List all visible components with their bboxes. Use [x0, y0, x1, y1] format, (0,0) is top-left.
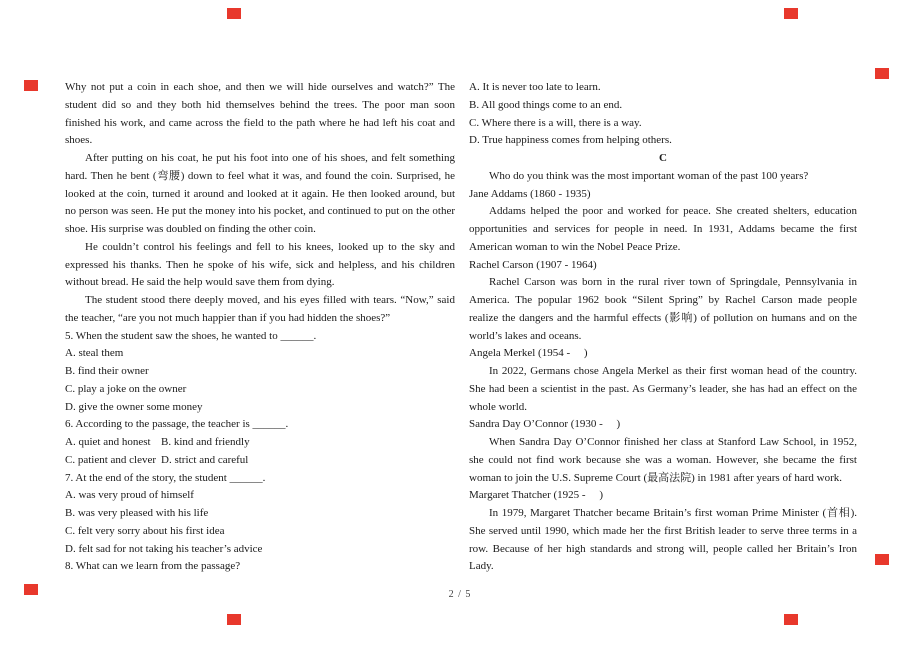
question-8-option-b: B. All good things come to an end.	[469, 98, 623, 111]
question-5-stem: 5. When the student saw the shoes, he wanted to ______.	[65, 329, 317, 342]
profile-bio: In 2022, Germans chose Angela Merkel as their first woman head of the country. She had been a scientist in the past. As Germany’s leader, she has had an effect on the whole world.	[469, 365, 857, 413]
story-paragraph: Why not put a coin in each shoe, and then we will hide ourselves and watch?” The student did so and they both hid themselves behind the trees. The poor man soon finished his work, and came across the field to the path where he had left his coat and shoes.	[65, 81, 455, 147]
question-8-option-c: C. Where there is a will, there is a way.	[469, 116, 642, 129]
question-6-option-b: B. kind and friendly	[161, 436, 250, 448]
profile-bio: When Sandra Day O’Connor finished her class at Stanford Law School, in 1952, she could not find work because she was a woman. However, she became the first woman to join the U.S. Supreme Court (最高法院) in 1981 after years of hard work.	[469, 436, 857, 484]
story-paragraph: After putting on his coat, he put his foot into one of his shoes, and felt something hard. Then he bent (弯腰) down to feel what it was, and found the coin. Surprised, he looked at the coin, turned it around and looked at it again. He then looked around, but no person was seen. He put the money into his pocket, and continued to put on the other shoe. His surprise was doubled on finding the other coin.	[65, 152, 455, 235]
profile-name: Rachel Carson (1907 - 1964)	[469, 258, 597, 271]
red-mark	[227, 614, 241, 625]
profile-bio: In 1979, Margaret Thatcher became Britain’s first woman Prime Minister (首相). She served until 1990, which made her the first British leader to serve three terms in a row. Because of her high standards and strong will, people called her Britain’s Iron Lady.	[469, 507, 857, 573]
profile-bio: Rachel Carson was born in the rural river town of Springdale, Pennsylvania in America. The popular 1962 book “Silent Spring” by Rachel Carson made people realize the dangers and the harmful effects (影响) of pollution on humans and on the world’s lakes and oceans.	[469, 276, 857, 342]
question-5-option-a: A. steal them	[65, 347, 124, 360]
question-6-option-row	[65, 452, 455, 470]
profile-name: Margaret Thatcher (1925 - )	[469, 489, 603, 502]
question-5-option-c: C. play a joke on the owner	[65, 382, 187, 395]
question-7-option-d: D. felt sad for not taking his teacher’s advice	[65, 542, 263, 555]
story-paragraph: He couldn’t control his feelings and fell to his knees, looked up to the sky and expressed his thanks. Then he spoke of his wife, sick and helpless, and his children without bread. He said the help would save them from dying.	[65, 240, 455, 289]
question-8-option-d: D. True happiness comes from helping others.	[469, 134, 672, 147]
question-6-option-a: A. quiet and honest	[65, 436, 151, 448]
page-number: 2 / 5	[448, 589, 472, 600]
question-6-stem: 6. According to the passage, the teacher is ______.	[65, 418, 289, 431]
right-column	[469, 79, 857, 576]
question-7-option-b: B. was very pleased with his life	[65, 507, 209, 519]
question-5-option-d: D. give the owner some money	[65, 400, 203, 413]
question-7-option-a: A. was very proud of himself	[65, 489, 194, 502]
left-column	[65, 79, 455, 576]
red-mark	[875, 68, 889, 79]
section-c-heading: C	[659, 152, 667, 164]
profile-name: Angela Merkel (1954 - )	[469, 347, 588, 360]
question-6-option-c: C. patient and clever	[65, 453, 157, 466]
question-8-option-a: A. It is never too late to learn.	[469, 81, 601, 93]
question-5-option-b: B. find their owner	[65, 365, 149, 377]
profile-name: Sandra Day O’Connor (1930 - )	[469, 418, 621, 431]
passage-intro: Who do you think was the most important woman of the past 100 years?	[489, 169, 809, 182]
red-mark	[784, 8, 798, 19]
profile-name: Jane Addams (1860 - 1935)	[469, 187, 591, 200]
profile-bio: Addams helped the poor and worked for peace. She created shelters, education opportunities and services for people in need. In 1931, Addams became the first American woman to win the Nobel Peace Prize.	[469, 205, 857, 253]
red-mark	[784, 614, 798, 625]
red-mark	[875, 554, 889, 565]
question-6-option-d: D. strict and careful	[161, 453, 249, 466]
story-paragraph: The student stood there deeply moved, and his eyes filled with tears. “Now,” said the teacher, “are you not much happier than if you had hidden the shoes?”	[65, 294, 455, 324]
red-mark	[24, 80, 38, 91]
question-7-option-c: C. felt very sorry about his first idea	[65, 524, 225, 537]
question-8-stem: 8. What can we learn from the passage?	[65, 560, 241, 573]
question-7-stem: 7. At the end of the story, the student ______.	[65, 471, 266, 484]
question-6-option-row	[65, 434, 455, 452]
red-mark	[227, 8, 241, 19]
